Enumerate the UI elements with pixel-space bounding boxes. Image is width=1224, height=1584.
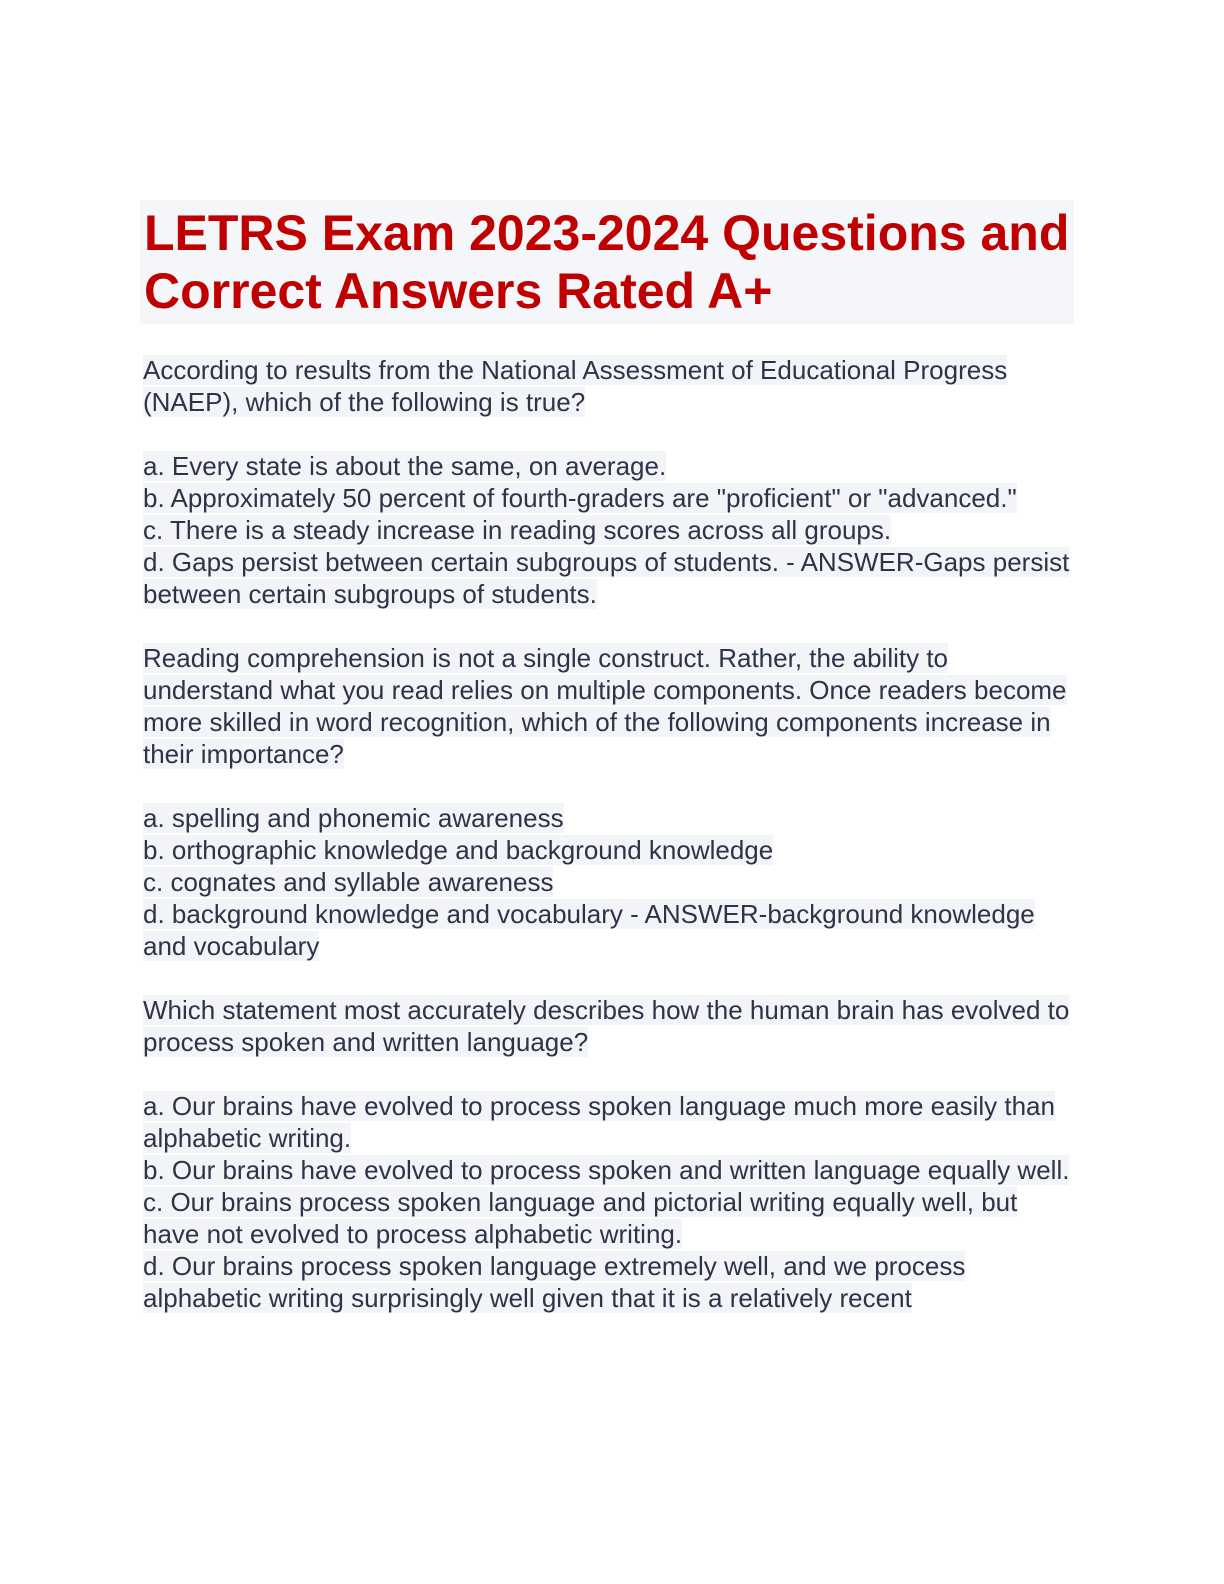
option-d-answer: d. Gaps persist between certain subgroups of students. - ANSWER-Gaps persist between certain subgroups of students. <box>143 547 1070 609</box>
option-a: a. spelling and phonemic awareness <box>143 803 564 833</box>
option-c: c. cognates and syllable awareness <box>143 867 554 897</box>
question-stem: According to results from the National Assessment of Educational Progress (NAEP), which of the following is true? <box>143 355 1008 417</box>
option-d: d. Our brains process spoken language extremely well, and we process alphabetic writing surprisingly well given that it is a relatively recent <box>143 1251 966 1313</box>
question-3 <box>140 994 1074 1314</box>
question-2 <box>140 642 1074 962</box>
option-b: b. Our brains have evolved to process spoken and written language equally well. <box>143 1155 1070 1185</box>
option-a: a. Our brains have evolved to process spoken language much more easily than alphabetic writing. <box>143 1091 1055 1153</box>
option-d-answer: d. background knowledge and vocabulary - ANSWER-background knowledge and vocabulary <box>143 899 1035 961</box>
question-1 <box>140 354 1074 610</box>
option-b: b. Approximately 50 percent of fourth-graders are "proficient" or "advanced." <box>143 483 1017 513</box>
document-page <box>140 200 1074 1314</box>
title-block <box>140 200 1074 324</box>
document-title: LETRS Exam 2023-2024 Questions and Correct Answers Rated A+ <box>144 205 1070 319</box>
option-c: c. Our brains process spoken language and pictorial writing equally well, but have not evolved to process alphabetic writing. <box>143 1187 1018 1249</box>
question-stem: Reading comprehension is not a single construct. Rather, the ability to understand what you read relies on multiple components. Once readers become more skilled in word recognition, which of the following components increase in their importance? <box>143 643 1067 769</box>
question-stem: Which statement most accurately describes how the human brain has evolved to process spoken and written language? <box>143 995 1070 1057</box>
option-c: c. There is a steady increase in reading scores across all groups. <box>143 515 892 545</box>
option-a: a. Every state is about the same, on average. <box>143 451 667 481</box>
option-b: b. orthographic knowledge and background knowledge <box>143 835 774 865</box>
